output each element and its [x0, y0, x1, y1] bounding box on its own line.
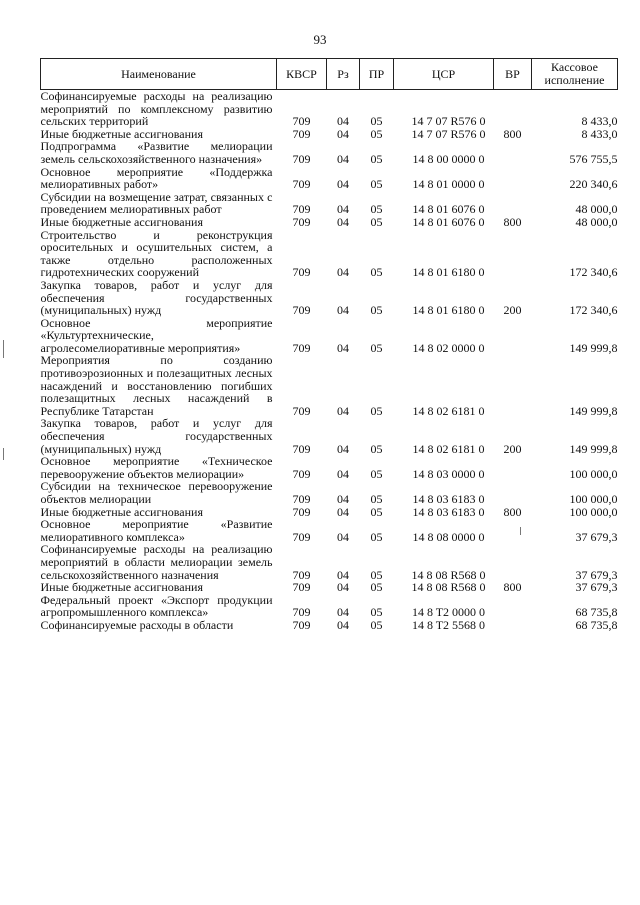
row-vr — [494, 317, 532, 355]
row-amount: 149 999,8 — [569, 403, 618, 418]
table-row — [41, 166, 618, 191]
row-pr: 05 — [370, 151, 383, 166]
row-vr — [494, 518, 532, 543]
row-vr — [494, 480, 532, 505]
table-row — [41, 455, 618, 480]
row-csr: 14 8 02 6181 0 — [412, 403, 485, 418]
row-pr: 05 — [370, 265, 383, 280]
row-name: Иные бюджетные ассигнования — [40, 126, 203, 141]
table-row — [41, 594, 618, 619]
table-row — [41, 581, 618, 594]
row-pr: 05 — [370, 617, 383, 632]
scan-mark — [520, 527, 521, 535]
row-pr: 05 — [370, 126, 383, 141]
row-amount: 68 735,8 — [575, 605, 618, 620]
row-kvsr: 709 — [292, 340, 311, 355]
row-amount: 149 999,8 — [569, 441, 618, 456]
table-row — [41, 279, 618, 317]
row-amount: 100 000,0 — [569, 504, 618, 519]
table-row — [41, 354, 618, 417]
row-rz: 04 — [337, 504, 349, 519]
row-vr: 800 — [503, 214, 522, 229]
row-amount: 172 340,6 — [569, 265, 618, 280]
row-kvsr: 709 — [292, 114, 311, 129]
row-amount: 172 340,6 — [569, 303, 618, 318]
row-kvsr: 709 — [292, 617, 311, 632]
row-vr — [494, 594, 532, 619]
row-vr — [494, 619, 532, 632]
row-vr: 800 — [503, 126, 522, 141]
row-csr: 14 8 00 0000 0 — [412, 151, 485, 166]
row-vr — [494, 229, 532, 279]
scan-mark — [3, 448, 4, 460]
row-kvsr: 709 — [292, 303, 311, 318]
row-vr: 200 — [503, 441, 522, 456]
row-rz: 04 — [337, 114, 349, 129]
row-kvsr: 709 — [292, 605, 311, 620]
row-csr: 14 7 07 R576 0 — [411, 126, 486, 141]
header-name: Наименование — [41, 59, 277, 90]
row-vr — [494, 354, 532, 417]
row-kvsr: 709 — [292, 403, 311, 418]
row-amount: 37 679,3 — [575, 529, 618, 544]
row-rz: 04 — [337, 605, 349, 620]
header-csr: ЦСР — [394, 59, 494, 90]
row-kvsr: 709 — [292, 492, 311, 506]
table-row — [41, 216, 618, 229]
row-vr — [494, 140, 532, 165]
row-name: Субсидии на возмещение затрат, связанных с проведением мелиоративных работ — [40, 189, 273, 217]
row-csr: 14 8 03 0000 0 — [412, 466, 485, 481]
row-name: Основное мероприятие «Поддержка мелиоративных работ» — [40, 164, 273, 192]
row-csr: 14 8 01 6076 0 — [412, 214, 485, 229]
row-name: Софинансируемые расходы в области — [40, 617, 234, 632]
row-name: Мероприятия по созданию противоэрозионных и полезащитных лесных насаждений и восстановлению погибших полезащитных лесных насаждений в Республике Татарстан — [40, 353, 273, 418]
row-kvsr: 709 — [292, 214, 311, 229]
row-kvsr: 709 — [292, 529, 311, 544]
row-pr: 05 — [370, 605, 383, 620]
table-header-row — [41, 59, 618, 90]
row-pr: 05 — [370, 580, 383, 595]
row-vr — [494, 455, 532, 480]
row-name: Закупка товаров, работ и услуг для обеспечения государственных (муниципальных) нужд — [40, 416, 273, 456]
table-row — [41, 619, 618, 632]
row-vr — [494, 90, 532, 128]
row-name: Закупка товаров, работ и услуг для обеспечения государственных (муниципальных) нужд — [40, 277, 273, 318]
row-kvsr: 709 — [292, 151, 311, 166]
row-csr: 14 8 T2 5568 0 — [411, 617, 486, 632]
row-csr: 14 8 T2 0000 0 — [411, 605, 486, 620]
table-row — [41, 140, 618, 165]
row-rz: 04 — [337, 303, 349, 318]
row-amount: 37 679,3 — [575, 580, 618, 595]
row-csr: 14 8 08 R568 0 — [411, 567, 486, 582]
budget-table — [40, 58, 618, 632]
table-row — [41, 191, 618, 216]
row-rz: 04 — [337, 492, 349, 506]
row-vr: 800 — [503, 504, 522, 519]
row-rz: 04 — [337, 466, 349, 481]
row-pr: 05 — [370, 202, 383, 217]
table-body — [41, 90, 618, 632]
row-csr: 14 7 07 R576 0 — [411, 114, 486, 129]
row-kvsr: 709 — [292, 177, 311, 192]
row-kvsr: 709 — [292, 126, 311, 141]
row-pr: 05 — [370, 567, 383, 582]
row-pr: 05 — [370, 303, 383, 318]
row-amount: 100 000,0 — [569, 492, 618, 506]
row-rz: 04 — [337, 340, 349, 355]
row-rz: 04 — [337, 441, 349, 456]
table-row — [41, 317, 618, 355]
row-rz: 04 — [337, 265, 349, 280]
row-kvsr: 709 — [292, 466, 311, 481]
row-csr: 14 8 08 0000 0 — [412, 529, 485, 544]
row-name: Основное мероприятие «Развитие мелиоративного комплекса» — [40, 517, 273, 544]
table-row — [41, 518, 618, 543]
header-kvsr: КВСР — [277, 59, 327, 90]
row-rz: 04 — [337, 214, 349, 229]
row-vr — [494, 543, 532, 581]
scan-mark — [3, 340, 4, 358]
row-name: Иные бюджетные ассигнования — [40, 214, 203, 229]
row-amount: 220 340,6 — [569, 177, 618, 192]
row-pr: 05 — [370, 492, 383, 506]
row-amount: 8 433,0 — [581, 114, 618, 129]
row-csr: 14 8 01 6180 0 — [412, 303, 485, 318]
header-pr: ПР — [360, 59, 394, 90]
row-csr: 14 8 08 R568 0 — [411, 580, 486, 595]
table-row — [41, 543, 618, 581]
header-rz: Рз — [327, 59, 360, 90]
row-name: Субсидии на техническое перевооружение объектов мелиорации — [40, 479, 273, 506]
row-pr: 05 — [370, 340, 383, 355]
row-name: Софинансируемые расходы на реализацию мероприятий в области мелиорации земель сельскохозяйственного назначения — [40, 542, 273, 582]
row-rz: 04 — [337, 617, 349, 632]
row-vr — [494, 191, 532, 216]
row-pr: 05 — [370, 529, 383, 544]
row-kvsr: 709 — [292, 265, 311, 280]
row-amount: 8 433,0 — [581, 126, 618, 141]
table-row — [41, 229, 618, 279]
row-kvsr: 709 — [292, 567, 311, 582]
row-kvsr: 709 — [292, 504, 311, 519]
header-vr: ВР — [494, 59, 532, 90]
row-rz: 04 — [337, 529, 349, 544]
row-rz: 04 — [337, 177, 349, 192]
row-kvsr: 709 — [292, 441, 311, 456]
page-number: 93 — [313, 32, 327, 47]
row-rz: 04 — [337, 126, 349, 141]
row-vr: 800 — [503, 580, 522, 595]
row-amount: 576 755,5 — [569, 151, 618, 166]
row-pr: 05 — [370, 177, 383, 192]
row-vr: 200 — [503, 303, 522, 318]
row-pr: 05 — [370, 441, 383, 456]
row-amount: 48 000,0 — [575, 214, 618, 229]
row-pr: 05 — [370, 466, 383, 481]
row-amount: 68 735,8 — [575, 617, 618, 632]
row-rz: 04 — [337, 403, 349, 418]
row-name: Софинансируемые расходы на реализацию мероприятий по комплексному развитию сельских территорий — [40, 89, 273, 129]
row-rz: 04 — [337, 202, 349, 217]
row-name: Федеральный проект «Экспорт продукции агропромышленного комплекса» — [40, 592, 273, 620]
row-amount: 100 000,0 — [569, 466, 618, 481]
row-name: Иные бюджетные ассигнования — [40, 580, 203, 595]
row-csr: 14 8 01 0000 0 — [412, 177, 485, 192]
table-row — [41, 417, 618, 455]
row-csr: 14 8 02 0000 0 — [412, 340, 485, 355]
row-pr: 05 — [370, 403, 383, 418]
row-kvsr: 709 — [292, 202, 311, 217]
row-amount: 48 000,0 — [575, 202, 618, 217]
row-amount: 149 999,8 — [569, 340, 618, 355]
row-csr: 14 8 03 6183 0 — [412, 504, 485, 519]
row-rz: 04 — [337, 151, 349, 166]
row-csr: 14 8 02 6181 0 — [412, 441, 485, 456]
row-rz: 04 — [337, 580, 349, 595]
row-csr: 14 8 01 6076 0 — [412, 202, 485, 217]
row-csr: 14 8 01 6180 0 — [412, 265, 485, 280]
row-csr: 14 8 03 6183 0 — [412, 492, 485, 506]
row-name: Основное мероприятие «Техническое перевооружение объектов мелиорации» — [40, 454, 273, 481]
row-amount: 37 679,3 — [575, 567, 618, 582]
table-row — [41, 90, 618, 128]
row-pr: 05 — [370, 504, 383, 519]
row-kvsr: 709 — [292, 580, 311, 595]
row-rz: 04 — [337, 567, 349, 582]
row-pr: 05 — [370, 114, 383, 129]
table-row — [41, 480, 618, 505]
row-pr: 05 — [370, 214, 383, 229]
header-amount: Кассовое исполнение — [532, 59, 618, 90]
row-vr — [494, 166, 532, 191]
row-name: Подпрограмма «Развитие мелиорации земель сельскохозяйственного назначения» — [40, 139, 273, 166]
row-name: Иные бюджетные ассигнования — [40, 504, 203, 519]
row-name: Строительство и реконструкция оросительных и осушительных систем, а также отдельно расположенных гидротехнических сооружений — [40, 227, 273, 280]
row-name: Основное мероприятие «Культуртехнические, агролесомелиоративные мероприятия» — [40, 315, 273, 355]
